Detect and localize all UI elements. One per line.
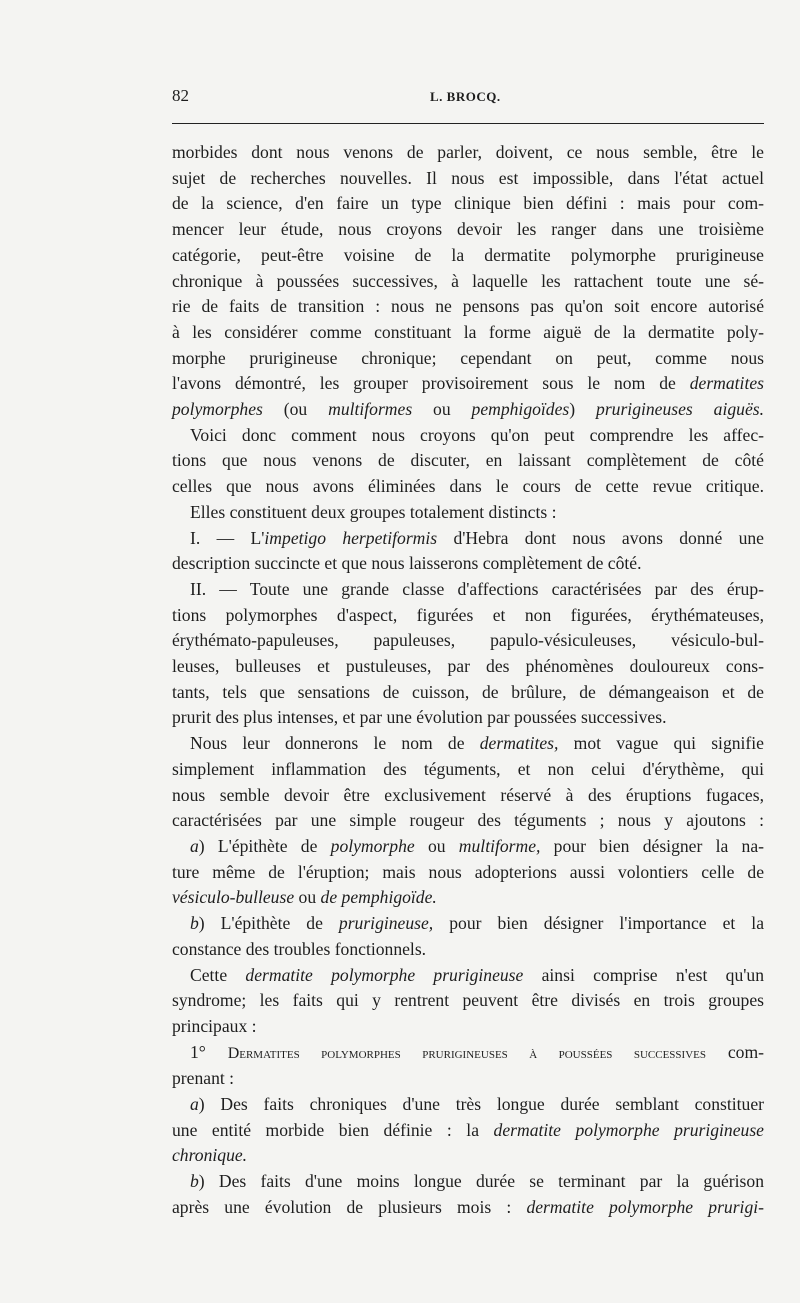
text-line: nous semble devoir être exclusivement réservé à des éruptions fugaces, [172, 784, 764, 805]
text-line: catégorie, peut-être voisine de la dermatite polymorphe prurigineuse [172, 244, 764, 265]
text-line: tants, tels que sensations de cuisson, de brûlure, de démangeaison et de [172, 681, 764, 702]
text-line: érythémato-papuleuses, papuleuses, papulo-vésiculeuses, vésiculo-bul- [172, 630, 764, 651]
text-span: pour bien désigner l'importance et la [433, 913, 764, 934]
text-span: 1° [190, 1041, 228, 1062]
body-text [172, 140, 764, 1221]
text-span: (ou [262, 399, 329, 420]
document-page [172, 86, 765, 1217]
text-line [172, 731, 764, 757]
text-line: simplement inflammation des téguments, et non celui d'érythème, qui [172, 758, 764, 779]
text-span: ) L'épithète de [198, 835, 331, 856]
italic-term: vésiculo-bulleuse [172, 887, 295, 908]
text-span: Nous leur donnerons le nom de [190, 733, 480, 754]
header-rule [172, 123, 764, 124]
text-line [172, 371, 764, 397]
text-span: ou [414, 835, 459, 856]
text-line [172, 1143, 764, 1169]
text-span: com- [706, 1041, 764, 1062]
italic-term: multiformes [328, 399, 413, 420]
text-span: une entité morbide bien définie : la [172, 1119, 494, 1140]
text-line: tions polymorphes d'aspect, figurées et non figurées, érythémateuses, [172, 604, 764, 625]
text-line: celles que nous avons éliminées dans le cours de cette revue critique. [172, 476, 764, 497]
text-line: prurit des plus intenses, et par une évolution par poussées successives. [172, 707, 667, 728]
text-line: tions que nous venons de discuter, en laissant complètement de côté [172, 450, 764, 471]
text-line [172, 526, 764, 552]
text-line: chronique à poussées successives, à laquelle les rattachent toute une sé- [172, 270, 764, 291]
text-line: leuses, bulleuses et pustuleuses, par des phénomènes douloureux cons- [172, 656, 764, 677]
text-line [172, 1169, 764, 1195]
italic-term: a [190, 835, 199, 856]
text-span: ou [412, 399, 472, 420]
text-line: caractérisées par une simple rougeur des téguments ; nous y ajoutons : [172, 810, 764, 831]
text-line: prenant : [172, 1068, 235, 1089]
text-line: syndrome; les faits qui y rentrent peuvent être divisés en trois groupes [172, 990, 764, 1011]
text-span: ) [569, 399, 597, 420]
text-line: Elles constituent deux groupes totalement distincts : [190, 501, 557, 522]
text-line: à les considérer comme constituant la forme aiguë de la dermatite poly- [172, 321, 764, 342]
text-line: ture même de l'éruption; mais nous adopterions aussi volontiers celle de [172, 861, 764, 882]
italic-term: dermatite polymorphe prurigineuse [245, 964, 524, 985]
text-line [172, 963, 764, 989]
text-span: après une évolution de plusieurs mois : [172, 1196, 527, 1217]
italic-term: a [190, 1094, 199, 1115]
text-line: principaux : [172, 1015, 257, 1036]
text-line: constance des troubles fonctionnels. [172, 938, 427, 959]
text-line: Voici donc comment nous croyons qu'on peut comprendre les affec- [190, 424, 764, 445]
text-line: description succincte et que nous laisserons complètement de côté. [172, 553, 642, 574]
text-line [172, 885, 764, 911]
text-line: morbides dont nous venons de parler, doivent, ce nous semble, être le [172, 142, 764, 162]
text-span: Cette [190, 964, 246, 985]
page-header [172, 86, 764, 114]
italic-term: dermatite polymorphe prurigi- [526, 1196, 764, 1217]
italic-term: pemphigoïdes [471, 399, 570, 420]
italic-term: impetigo herpetiformis [264, 527, 438, 548]
text-span: l'avons démontré, les grouper provisoirement sous le nom de [172, 373, 690, 394]
text-line [172, 397, 764, 423]
text-line [172, 834, 764, 860]
text-span: ) L'épithète de [198, 913, 339, 934]
text-span: I. — L' [190, 527, 265, 548]
text-line [172, 911, 764, 937]
text-span: ainsi comprise n'est qu'un [523, 964, 765, 985]
italic-term: multiforme, [458, 835, 541, 856]
italic-term: polymorphe [330, 835, 415, 856]
running-head: L. BROCQ. [430, 89, 501, 104]
page-number: 82 [172, 86, 189, 105]
italic-term: dermatite polymorphe prurigineuse [493, 1119, 764, 1140]
italic-term: dermatites [689, 373, 764, 394]
text-line [172, 1092, 764, 1118]
italic-term: polymorphes [172, 399, 263, 420]
italic-term: chronique. [172, 1145, 248, 1166]
text-line: morphe prurigineuse chronique; cependant on peut, comme nous [172, 347, 764, 368]
text-span: d'Hebra dont nous avons donné une [437, 527, 764, 548]
italic-term: dermatites, [479, 733, 559, 754]
text-line [172, 1118, 764, 1144]
text-line [172, 1040, 764, 1067]
text-line: mencer leur étude, nous croyons devoir les ranger dans une troisième [172, 219, 764, 240]
text-line [172, 1195, 764, 1221]
italic-term: prurigineuse, [338, 913, 434, 934]
italic-term: de pemphigoïde. [320, 887, 437, 908]
text-span: ou [294, 887, 321, 908]
text-line: rie de faits de transition : nous ne pensons pas qu'on soit encore autorisé [172, 296, 764, 317]
italic-term: b [190, 1171, 199, 1192]
text-line: sujet de recherches nouvelles. Il nous est impossible, dans l'état actuel [172, 167, 764, 188]
text-span: ) Des faits chroniques d'une très longue durée semblant constituer [198, 1094, 764, 1115]
text-line: de la science, d'en faire un type clinique bien défini : mais pour com- [172, 193, 764, 214]
small-caps-heading: Dermatites polymorphes prurigineuses à poussées successives [227, 1044, 706, 1062]
text-span: mot vague qui signifie [558, 733, 764, 754]
text-line: II. — Toute une grande classe d'affections caractérisées par des érup- [190, 578, 764, 599]
italic-term: prurigineuses aiguës. [596, 399, 764, 420]
text-span: pour bien désigner la na- [540, 835, 765, 856]
italic-term: b [190, 913, 199, 934]
text-span: ) Des faits d'une moins longue durée se terminant par la guérison [198, 1171, 764, 1192]
